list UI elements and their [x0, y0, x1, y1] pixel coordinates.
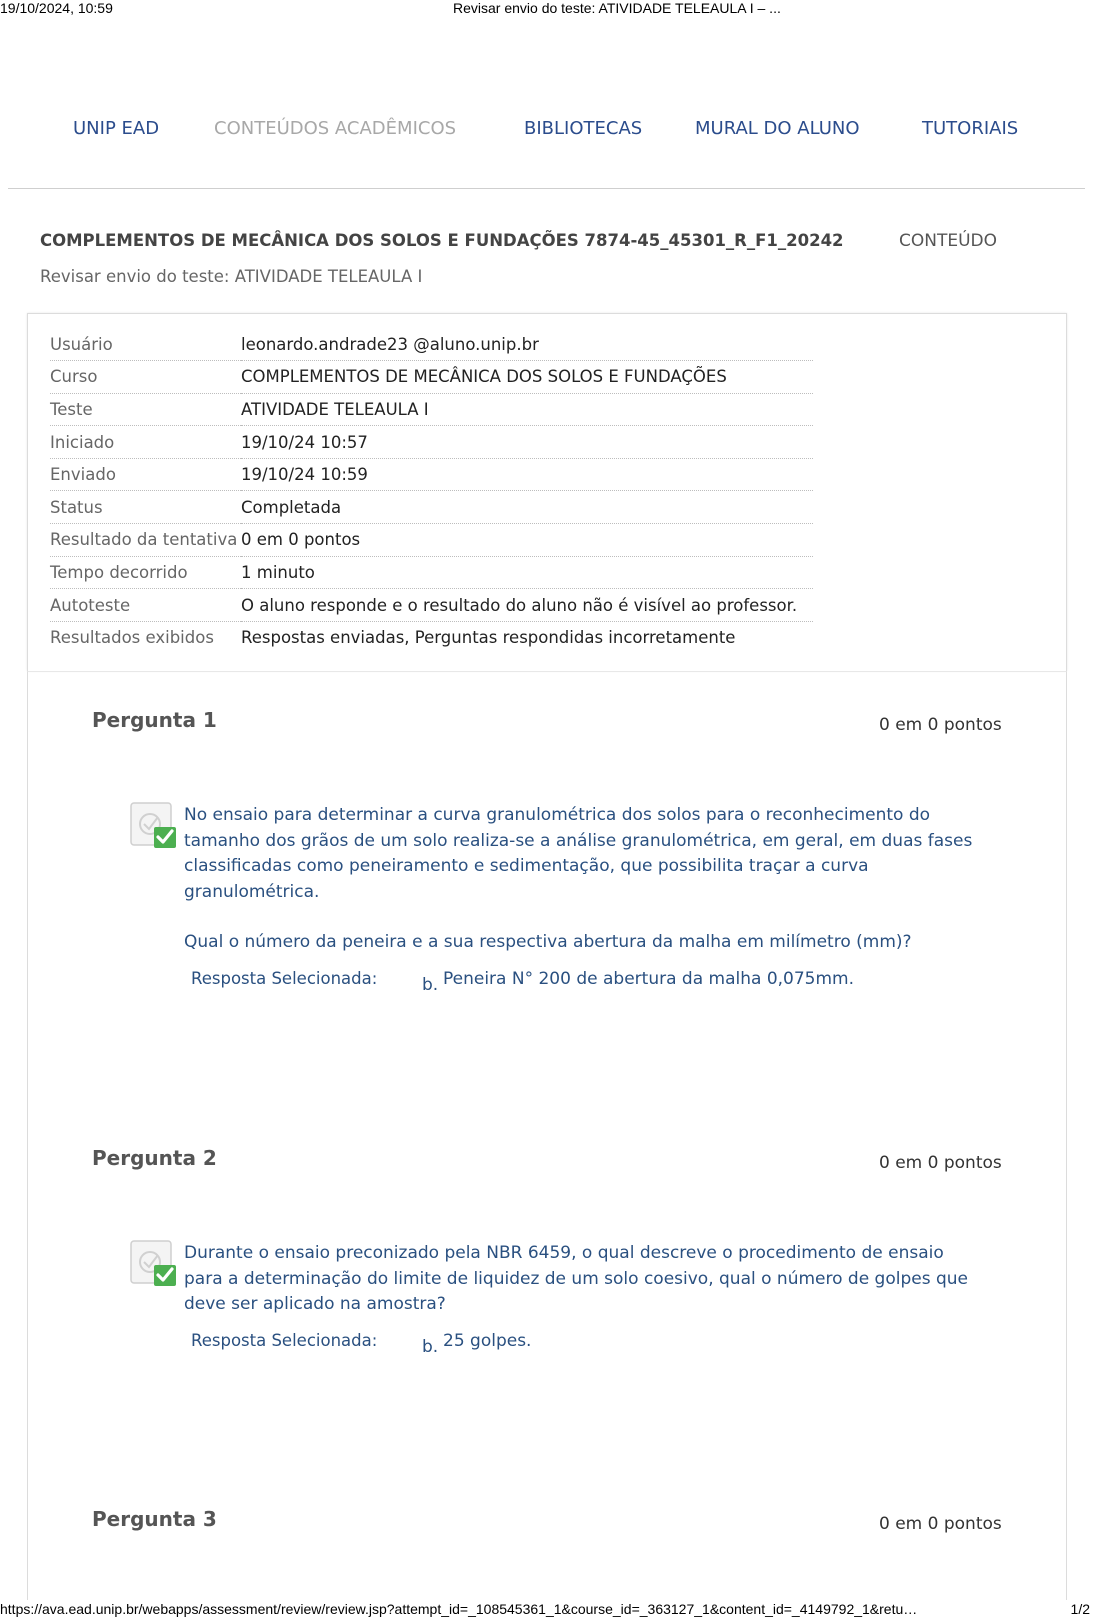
summary-label: Enviado	[50, 458, 241, 491]
summary-row	[50, 556, 813, 589]
correct-answer-icon	[130, 802, 178, 850]
summary-value: leonardo.andrade23 @aluno.unip.br	[241, 328, 813, 361]
summary-value: COMPLEMENTOS DE MECÂNICA DOS SOLOS E FUNDAÇÕES	[241, 361, 813, 394]
breadcrumb: Revisar envio do teste: ATIVIDADE TELEAULA I	[40, 267, 423, 286]
summary-value: Completada	[241, 491, 813, 524]
attempt-summary	[27, 313, 1067, 671]
print-page-title: Revisar envio do teste: ATIVIDADE TELEAULA I – ...	[453, 0, 781, 16]
nav-conteudos-academicos[interactable]: CONTEÚDOS ACADÊMICOS	[214, 118, 457, 139]
summary-row	[50, 361, 813, 394]
question-1-statement: No ensaio para determinar a curva granulométrica dos solos para o reconhecimento do tamanho dos grãos de um solo realiza-se a análise granulométrica, em geral, em duas fases classificadas como peneiramento e sedimentação, que possibilita traçar a curva granulométrica.	[184, 805, 973, 902]
question-2-answer-text: 25 golpes.	[443, 1331, 532, 1351]
question-1-points: 0 em 0 pontos	[879, 715, 1002, 735]
summary-label: Resultado da tentativa	[50, 524, 241, 557]
question-2-answer-letter: b.	[422, 1337, 439, 1357]
summary-label: Teste	[50, 393, 241, 426]
nav-unip-ead[interactable]: UNIP EAD	[73, 118, 160, 139]
summary-value: 19/10/24 10:59	[241, 458, 813, 491]
question-1-text	[184, 803, 984, 956]
question-1-answer-text: Peneira N° 200 de abertura da malha 0,075mm.	[443, 969, 855, 989]
summary-row	[50, 524, 813, 557]
summary-value: O aluno responde e o resultado do aluno não é visível ao professor.	[241, 589, 813, 622]
summary-row	[50, 426, 813, 459]
question-2-statement: Durante o ensaio preconizado pela NBR 6459, o qual descreve o procedimento de ensaio para a determinação do limite de liquidez de um solo coesivo, qual o número de golpes que deve ser aplicado na amostra?	[184, 1243, 969, 1314]
question-2-answer-label: Resposta Selecionada:	[191, 1331, 378, 1350]
summary-value: 1 minuto	[241, 556, 813, 589]
summary-row	[50, 621, 813, 654]
summary-table	[50, 328, 813, 654]
question-1-prompt: Qual o número da peneira e a sua respectiva abertura da malha em milímetro (mm)?	[184, 932, 912, 952]
conteudo-link[interactable]: CONTEÚDO	[899, 231, 998, 251]
summary-row	[50, 491, 813, 524]
summary-label: Status	[50, 491, 241, 524]
print-url: https://ava.ead.unip.br/webapps/assessment/review/review.jsp?attempt_id=_108545361_1&course_id=_363127_1&content_id=_4149792_1&retu…	[0, 1601, 918, 1617]
summary-value: ATIVIDADE TELEAULA I	[241, 393, 813, 426]
course-title: COMPLEMENTOS DE MECÂNICA DOS SOLOS E FUNDAÇÕES 7874-45_45301_R_F1_20242	[40, 231, 844, 250]
summary-value: Respostas enviadas, Perguntas respondidas incorretamente	[241, 628, 736, 648]
summary-row	[50, 458, 813, 491]
summary-label: Iniciado	[50, 426, 241, 459]
question-3-title: Pergunta 3	[92, 1507, 217, 1531]
summary-label: Resultados exibidos	[50, 628, 214, 648]
print-header	[0, 0, 1093, 20]
summary-label: Autoteste	[50, 589, 241, 622]
correct-answer-icon	[130, 1240, 178, 1288]
summary-row	[50, 393, 813, 426]
summary-label: Curso	[50, 361, 241, 394]
nav-divider	[8, 188, 1085, 189]
question-3-points: 0 em 0 pontos	[879, 1514, 1002, 1534]
print-timestamp: 19/10/2024, 10:59	[0, 0, 113, 16]
question-1-answer-label: Resposta Selecionada:	[191, 969, 378, 988]
summary-value: 0 em 0 pontos	[241, 524, 813, 557]
summary-value: 19/10/24 10:57	[241, 426, 813, 459]
question-2-text	[184, 1241, 984, 1318]
summary-label: Tempo decorrido	[50, 556, 241, 589]
question-2-title: Pergunta 2	[92, 1146, 217, 1170]
print-page-number: 1/2	[1070, 1601, 1090, 1617]
top-nav	[0, 112, 1093, 146]
nav-mural-do-aluno[interactable]: MURAL DO ALUNO	[695, 118, 860, 139]
question-1-title: Pergunta 1	[92, 708, 217, 732]
print-footer	[0, 1600, 1093, 1620]
question-1-answer-letter: b.	[422, 975, 439, 995]
question-2-points: 0 em 0 pontos	[879, 1153, 1002, 1173]
nav-bibliotecas[interactable]: BIBLIOTECAS	[524, 118, 643, 139]
summary-label: Usuário	[50, 328, 241, 361]
nav-tutoriais[interactable]: TUTORIAIS	[922, 118, 1019, 139]
summary-row	[50, 589, 813, 622]
summary-row	[50, 328, 813, 361]
